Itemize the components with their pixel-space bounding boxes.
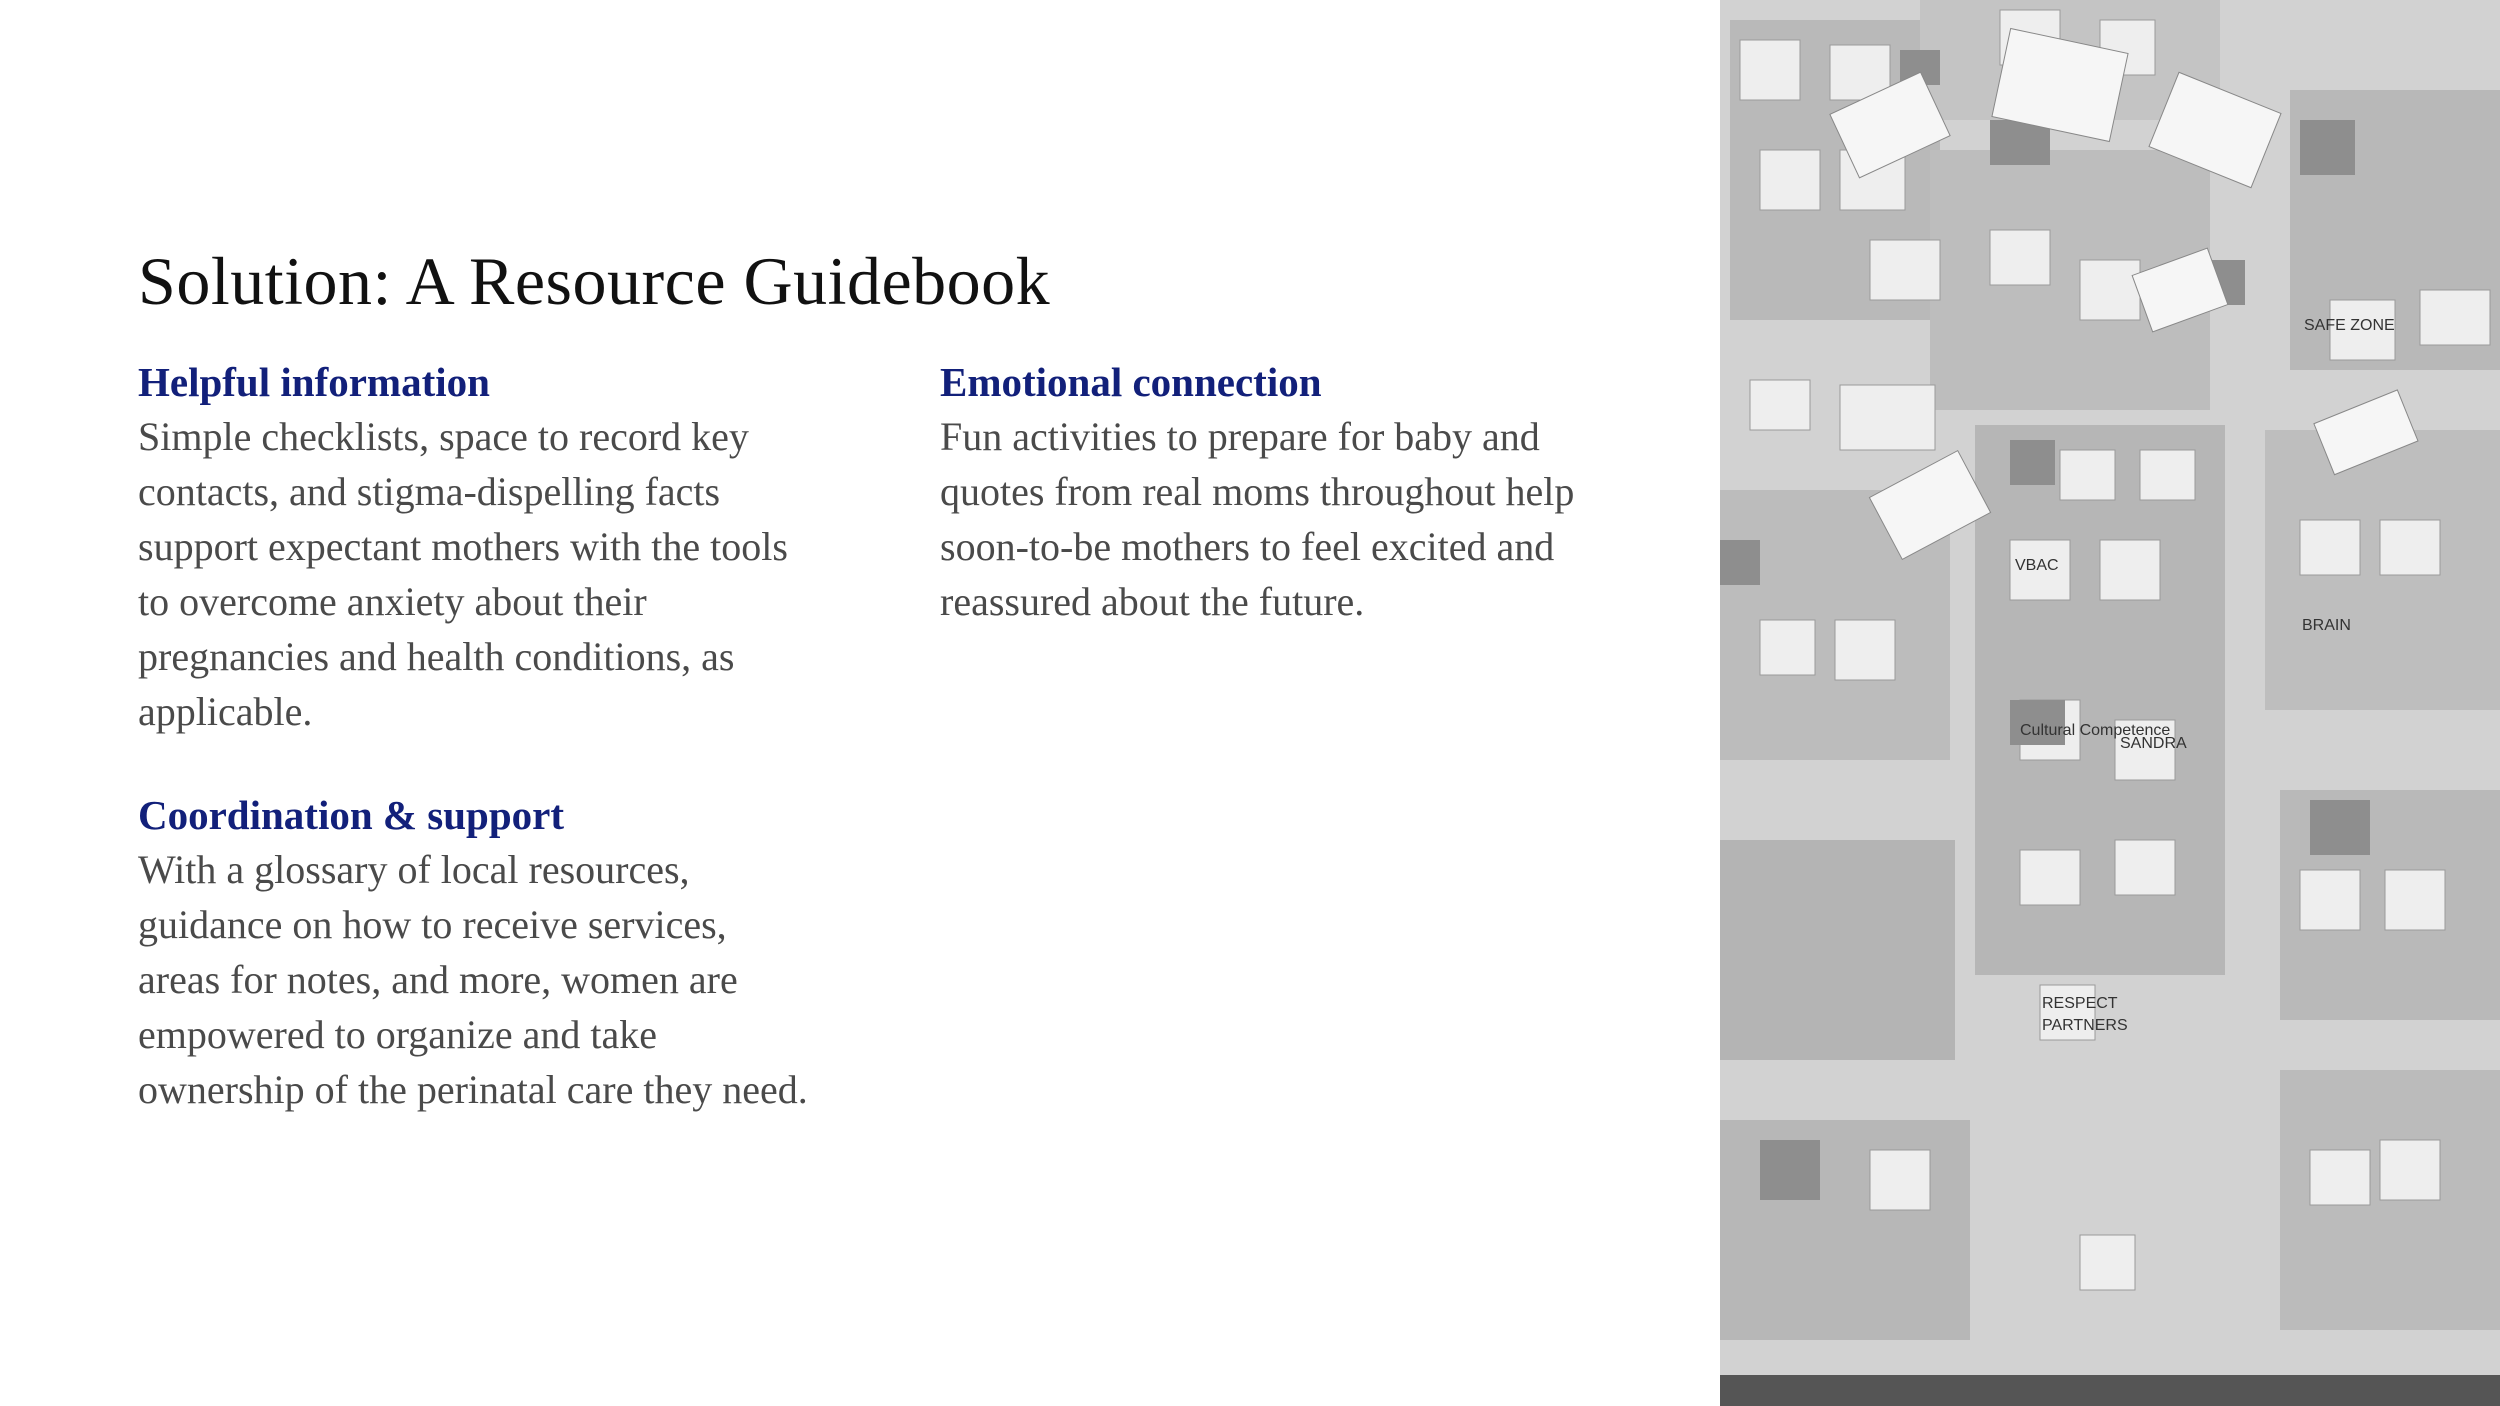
section-emotional-connection bbox=[940, 355, 1640, 629]
section-heading: Coordination & support bbox=[138, 792, 565, 838]
note-label: SAFE ZONE bbox=[2304, 317, 2395, 334]
note-label: BRAIN bbox=[2302, 617, 2351, 634]
section-helpful-information bbox=[138, 355, 818, 739]
section-heading: Helpful information bbox=[138, 359, 490, 405]
note-label: RESPECT bbox=[2042, 995, 2118, 1012]
note-label: Cultural Competence bbox=[2020, 722, 2171, 739]
section-body: Simple checklists, space to record key contacts, and stigma-dispelling facts support expectant mothers with the tools to overcome anxiety about their pregnancies and health conditions, as applicable. bbox=[138, 414, 788, 734]
note-label: VBAC bbox=[2015, 557, 2059, 574]
note-label: PARTNERS bbox=[2042, 1017, 2128, 1034]
photo-illustration bbox=[1720, 0, 2500, 1406]
floor bbox=[1720, 1375, 2500, 1406]
section-body: With a glossary of local resources, guidance on how to receive services, areas for notes, and more, women are empowered to organize and take ownership of the perinatal care they need. bbox=[138, 847, 808, 1112]
note-label: SANDRA bbox=[2120, 735, 2187, 752]
page-title: Solution: A Resource Guidebook bbox=[138, 242, 1051, 319]
sticky-note-wall-photo bbox=[1720, 0, 2500, 1406]
section-body: Fun activities to prepare for baby and quotes from real moms throughout help soon-to-be mothers to feel excited and reassured about the future. bbox=[940, 414, 1575, 624]
section-heading: Emotional connection bbox=[940, 359, 1322, 405]
section-coordination-support bbox=[138, 788, 818, 1117]
